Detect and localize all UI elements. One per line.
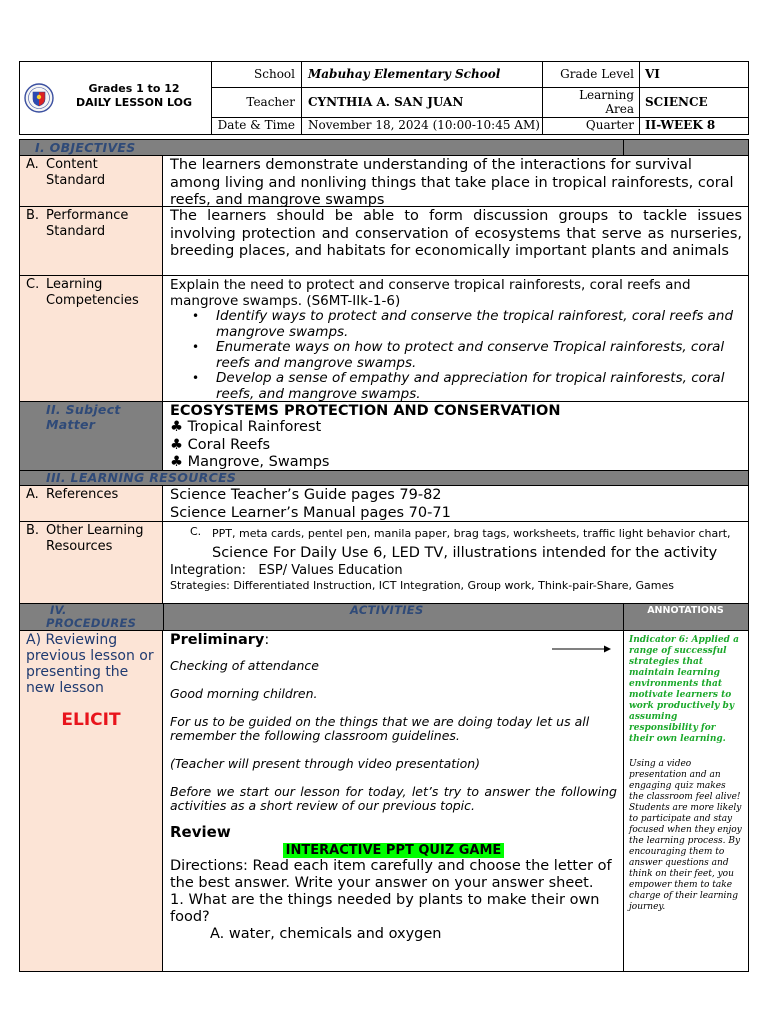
subject-matter-title: ECOSYSTEMS PROTECTION AND CONSERVATION: [170, 403, 561, 419]
school-label: School: [212, 62, 302, 87]
other-resources-key: B.: [26, 523, 40, 538]
lesson-log-table: [19, 139, 749, 972]
competencies-cell: [164, 276, 748, 401]
club-icon: ♣: [170, 454, 183, 470]
quarter-value: II-WEEK 8: [645, 118, 716, 132]
subject-item: [170, 419, 742, 437]
subject-matter-heading-1: II. Subject: [46, 402, 121, 417]
activities-cell: [164, 631, 623, 971]
indicator-annotation: Indicator 6: Applied a range of successful strategies that maintain learning environments that motivate learners to work productively by assuming responsibility for their own learning.: [629, 635, 739, 744]
integration-line: [170, 563, 742, 579]
procedure-a-label-cell: [20, 631, 163, 971]
references-label-text: References: [46, 487, 119, 502]
procedure-step-label: A) Reviewing previous lesson or presenting the new lesson: [26, 632, 154, 696]
teacher-value: CYNTHIA A. SAN JUAN: [302, 88, 543, 117]
materials-large-text: Science For Daily Use 6, LED TV, illustrations intended for the activity: [212, 545, 718, 561]
other-resources-cell: [164, 522, 748, 603]
competencies-label-cell: [20, 276, 163, 401]
subject-item-label: Tropical Rainforest: [187, 419, 322, 435]
competencies-row: [20, 276, 748, 402]
learning-area-label-1: Learning: [579, 88, 634, 102]
subject-item-label: Mangrove, Swamps: [187, 454, 330, 470]
annotations-heading: ANNOTATIONS: [647, 605, 724, 616]
competency-item: • Develop a sense of empathy and appreciation for tropical rainforests, coral reefs, and mangrove swamps.: [192, 371, 742, 402]
header-row-date: [212, 118, 749, 134]
learning-area-value: SCIENCE: [645, 95, 708, 109]
strategies-line: Strategies: Differentiated Instruction, ICT Integration, Group work, Think-pair-Share, Games: [170, 579, 674, 592]
header-title: [54, 82, 214, 110]
competencies-list: [192, 309, 742, 402]
header-row-teacher: [212, 88, 749, 118]
attendance-text: Checking of attendance: [170, 658, 319, 673]
quiz-game-title: INTERACTIVE PPT QUIZ GAME: [283, 843, 505, 858]
subject-item-label: Coral Reefs: [187, 436, 271, 453]
competencies-label-2: Competencies: [46, 293, 139, 308]
materials-item: [170, 523, 742, 562]
subject-matter-cell: [164, 402, 748, 470]
date-value: November 18, 2024 (10:00-10:45 AM): [302, 118, 543, 134]
content-standard-label-cell: [20, 156, 163, 206]
header-logo-cell: [20, 62, 212, 134]
date-label: Date & Time: [212, 118, 302, 134]
other-resources-label-cell: [20, 522, 163, 603]
other-resources-label-2: Resources: [46, 539, 113, 554]
procedures-heading-1: IV.: [50, 603, 67, 617]
arrow-right-icon: [552, 644, 612, 654]
preliminary-line: [170, 631, 617, 649]
learning-resources-band: [20, 471, 748, 486]
objectives-band: [20, 140, 748, 156]
content-standard-key: A.: [26, 157, 39, 172]
references-row: [20, 486, 748, 522]
performance-standard-label-1: Performance: [46, 208, 129, 223]
deped-seal-icon: [24, 83, 54, 113]
integration-value: ESP/ Values Education: [258, 563, 403, 578]
subject-matter-row: [20, 402, 748, 471]
materials-small-text: PPT, meta cards, pentel pen, manila paper, brag tags, worksheets, traffic light behavior chart,: [212, 527, 731, 540]
quiz-question: 1. What are the things needed by plants to make their own food?: [170, 892, 600, 925]
other-resources-label: [26, 523, 143, 555]
reference-line: Science Learner’s Manual pages 70-71: [170, 504, 451, 521]
subject-item: [170, 437, 742, 455]
band-separator: [163, 604, 164, 630]
content-standard-row: [20, 156, 748, 207]
header-row-school: [212, 62, 749, 88]
procedure-a-row: [20, 631, 748, 971]
performance-standard-key: B.: [26, 208, 40, 223]
competencies-text: Explain the need to protect and conserve tropical rainforests, coral reefs and mangrove swamps. (S6MT-IIk-1-6): [170, 277, 691, 309]
annotation-text: Using a video presentation and an engaging quiz makes the classroom feel alive! Students are more likely to participate and stay focused when they enjoy the learning process. By encouraging them to answer questions and think on their feet, you empower them to take charge of their learning journey.: [629, 759, 742, 912]
subject-matter-label-cell: [20, 402, 163, 470]
grade-label: Grade Level: [543, 62, 640, 87]
references-cell: [164, 486, 748, 521]
content-standard-label-1: Content: [46, 157, 98, 172]
grade-value: VI: [645, 67, 660, 81]
other-resources-row: [20, 522, 748, 604]
objectives-heading: I. OBJECTIVES: [35, 140, 136, 155]
quiz-game-title-wrap: [170, 841, 617, 858]
learning-resources-heading: III. LEARNING RESOURCES: [46, 470, 237, 485]
club-icon: ♣: [170, 436, 183, 453]
band-separator: [623, 140, 624, 155]
procedures-heading-2: PROCEDURES: [46, 616, 137, 630]
quiz-choice: A. water, chemicals and oxygen: [210, 926, 442, 942]
quarter-label: Quarter: [543, 118, 640, 134]
reference-line: Science Teacher’s Guide pages 79-82: [170, 487, 442, 503]
header-title-line2: DAILY LESSON LOG: [75, 96, 193, 109]
school-value: Mabuhay Elementary School: [302, 62, 543, 87]
subject-matter-heading-2: Matter: [46, 417, 96, 432]
preliminary-colon: :: [264, 632, 270, 648]
elicit-label: ELICIT: [61, 710, 121, 730]
procedures-band: [20, 604, 748, 631]
annotations-cell: [623, 631, 748, 971]
content-standard-label: [26, 157, 105, 189]
header-title-line1: Grades 1 to 12: [88, 82, 180, 95]
performance-standard-label: [26, 208, 128, 240]
preliminary-heading: Preliminary: [170, 632, 265, 648]
references-label: [26, 487, 118, 503]
learning-area-label-2: Area: [605, 102, 634, 116]
greeting-text: Good morning children.: [170, 686, 318, 701]
materials-key: C.: [190, 525, 202, 538]
guidelines-text: For us to be guided on the things that we are doing today let us all remember the following classroom guidelines.: [170, 714, 590, 743]
review-intro-text: Before we start our lesson for today, let’s try to answer the following activities as a short review of our previous topic.: [170, 784, 617, 813]
activities-heading: ACTIVITIES: [350, 603, 424, 617]
review-heading: Review: [170, 823, 231, 841]
references-key: A.: [26, 487, 39, 502]
integration-label: Integration:: [170, 563, 247, 578]
header-table: [19, 61, 749, 135]
teacher-label: Teacher: [212, 88, 302, 117]
performance-standard-row: [20, 207, 748, 276]
references-label-cell: [20, 486, 163, 521]
club-icon: ♣: [170, 419, 183, 435]
performance-standard-text: The learners should be able to form discussion groups to tackle issues involving protection and conservation of ecosystems that serve as nurseries, breeding places, and habitats for economically important plants and animals: [170, 208, 742, 259]
competency-item: • Enumerate ways on how to protect and conserve Tropical rainforests, coral reefs and mangrove swamps.: [192, 340, 742, 371]
performance-standard-label-cell: [20, 207, 163, 275]
quiz-directions: Directions: Read each item carefully and choose the letter of the best answer. Write your answer on your answer sheet.: [170, 858, 612, 891]
content-standard-label-2: Standard: [46, 173, 106, 188]
performance-standard-label-2: Standard: [46, 224, 106, 239]
other-resources-label-1: Other Learning: [46, 523, 144, 538]
subject-item: [170, 454, 742, 472]
subject-matter-heading: [46, 402, 121, 432]
competencies-key: C.: [26, 277, 40, 292]
competency-item: • Identify ways to protect and conserve the tropical rainforest, coral reefs and mangrove swamps.: [192, 309, 742, 340]
learning-area-label: [543, 88, 640, 117]
content-standard-text: The learners demonstrate understanding of the interactions for survival among living and nonliving things that take place in tropical rainforests, coral reefs, and mangrove swamps: [170, 157, 734, 208]
competencies-label: [26, 277, 139, 309]
video-note-text: (Teacher will present through video presentation): [170, 756, 481, 771]
procedures-heading: [46, 604, 136, 630]
competencies-label-1: Learning: [46, 277, 103, 292]
